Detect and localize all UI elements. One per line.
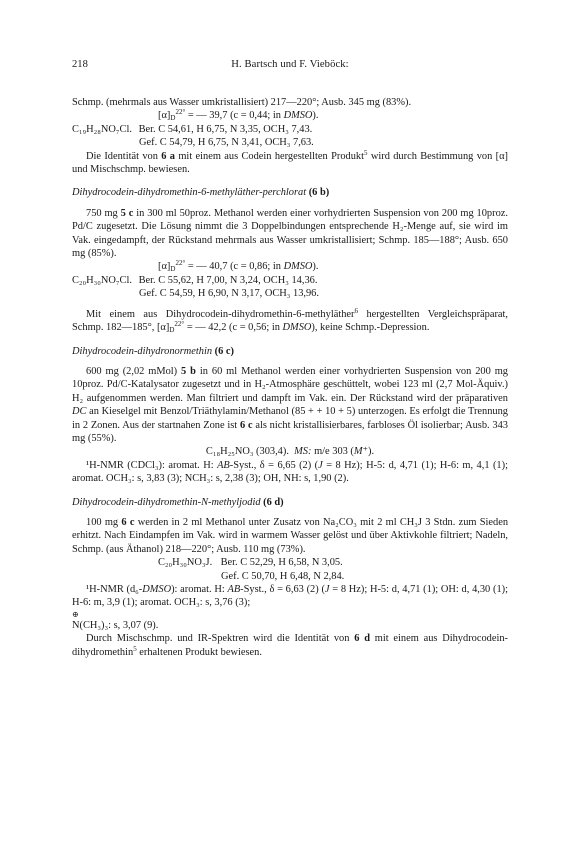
section-heading-6d: Dihydrocodein-dihydromethin-N-methyljodid (6 d): [72, 496, 284, 508]
elemental-analysis-1: [72, 123, 508, 150]
section-heading-6b: Dihydrocodein-dihydromethin-6-methyläther-perchlorat (6 b): [72, 187, 330, 199]
analysis-calculated: Ber. C 54,61, H 6,75, N 3,35, OCH₃ 7,43.: [138, 123, 313, 135]
analysis-formula: C₂₀H₃₀NO₇Cl.: [72, 274, 132, 286]
paragraph-melting-point: Schmp. (mehrmals aus Wasser umkristallisiert) 217—220°; Ausb. 345 mg (83%).: [72, 97, 412, 108]
page-number: 218: [72, 59, 88, 70]
elemental-analysis-2: [72, 274, 508, 301]
analysis-found: Gef. C 50,70, H 6,48, N 2,84.: [221, 570, 345, 582]
analysis-calculated: Ber. C 52,29, H 6,58, N 3,05.: [220, 557, 343, 569]
positive-charge-symbol: ⊕: [72, 609, 79, 619]
mass-spec-6c: C₁₈H₂₅NO₃ (303,4). MS: m/e 303 (M⁺).: [205, 446, 375, 458]
analysis-found: Gef. C 54,59, H 6,90, N 3,17, OCH₃ 13,96.: [139, 288, 319, 300]
analysis-found: Gef. C 54,79, H 6,75, N 3,41, OCH₃ 7,63.: [139, 137, 314, 149]
paragraph-6d: 100 mg 6 c werden in 2 ml Methanol unter Zusatz von Na₂CO₃ mit 2 ml CH₃J 3 Stdn. zum Sieden erhitzt. Nach Eindampfen im Vak. wird in warmem Wasser gelöst und über Aktivkohle filtriert; Nadeln, Schmp. (aus Äthanol) 218—220°; Ausb. 110 mg (73%).: [72, 516, 509, 555]
paragraph-6c: 600 mg (2,02 mMol) 5 b in 60 ml Methanol werden einer vorhydrierten Suspension von 200 mg 10proz. Pd/C-Katalysator zugesetzt und in H₂-Atmosphäre geschüttelt, wobei 123 ml (2,7 Mol-Äquiv.) H₂ aufgenommen werden. Man filtriert und dampft im Vak. ein. Der Rückstand wird der präparativen DC an Kieselgel mit Benzol/Triäthylamin/Methanol (85 + + 10 + 5) unterzogen. Es erfolgt die Trennung in 2 Zonen. Aus der startnahen Zone ist 6 c als nicht kristallisierbares, farbloses Öl isolierbar; Ausb. 343 mg (55%).: [72, 365, 508, 444]
paragraph-comparison: Mit einem aus Dihydrocodein-dihydromethin-6-methyläther$^6$ hergestellten Vergleichspräparat, Schmp. 182—185°, $[\alpha]_D^{22^\circ}$ = — 42,2 (c = 0,56; in DMSO), keine Schmp.-Depression.: [72, 306, 508, 335]
nmr-6c: ¹H-NMR (CDCl₃): aromat. H: AB-Syst., δ = 6,65 (2) (J = 8 Hz); H-5: d, 4,71 (1); H-6: m, 4,1 (1); aromat. OCH₃: s, 3,83 (3); NCH₃: s, 2,38 (3); OH, NH: s, 1,90 (2).: [72, 459, 508, 485]
analysis-calculated: Ber. C 55,62, H 7,00, N 3,24, OCH₃ 14,36.: [138, 274, 318, 286]
analysis-formula: C₂₀H₃₀NO₃J.: [158, 557, 213, 569]
page-header: [72, 58, 508, 72]
paragraph-identity: Die Identität von 6 a mit einem aus Codein hergestellten Produkt$^5$ wird durch Bestimmung von [α] und Mischschmp. bewiesen.: [72, 148, 508, 176]
optical-rotation-2: $[\alpha]_D^{22^\circ}$ = — 40,7 (c = 0,86; in DMSO).: [158, 259, 319, 274]
running-title: H. Bartsch und F. Vieböck:: [231, 59, 349, 70]
optical-rotation-1: $[\alpha]_D^{22^\circ}$ = — 39,7 (c = 0,44; in DMSO).: [158, 108, 319, 123]
paragraph-identity-6d: Durch Mischschmp. und IR-Spektren wird die Identität von 6 d mit einem aus Dihydrocodein-dihydromethin$^5$ erhaltenen Produkt bewiesen.: [72, 633, 509, 658]
analysis-formula: C₁₉H₂₈NO₇Cl.: [72, 123, 132, 135]
nmr-6d-continued: N(CH₃)₃: s, 3,07 (9).: [72, 619, 159, 631]
elemental-analysis-3: [72, 556, 508, 583]
article-body: [72, 96, 508, 659]
section-heading-6c: Dihydrocodein-dihydronormethin (6 c): [72, 345, 234, 357]
paragraph-6b: 750 mg 5 c in 300 ml 50proz. Methanol werden einer vorhydrierten Suspension von 200 mg 10proz. Pd/C zugesetzt. Die Lösung nimmt die 3 Doppelbindungen entsprechende H₂-Menge auf, sie wird im Vak. eingedampft, der Rückstand mehrmals aus Wasser umkristallisiert; Schmp. 185—188°; Ausb. 650 mg (85%).: [72, 207, 508, 260]
nmr-6d: ¹H-NMR (d₆-DMSO): aromat. H: AB-Syst., δ = 6,63 (2) (J = 8 Hz); H-5: d, 4,71 (1); OH: d, 4,30 (1); H-6: m, 3,9 (1); aromat. OCH₃: s, 3,76 (3);: [72, 584, 508, 609]
